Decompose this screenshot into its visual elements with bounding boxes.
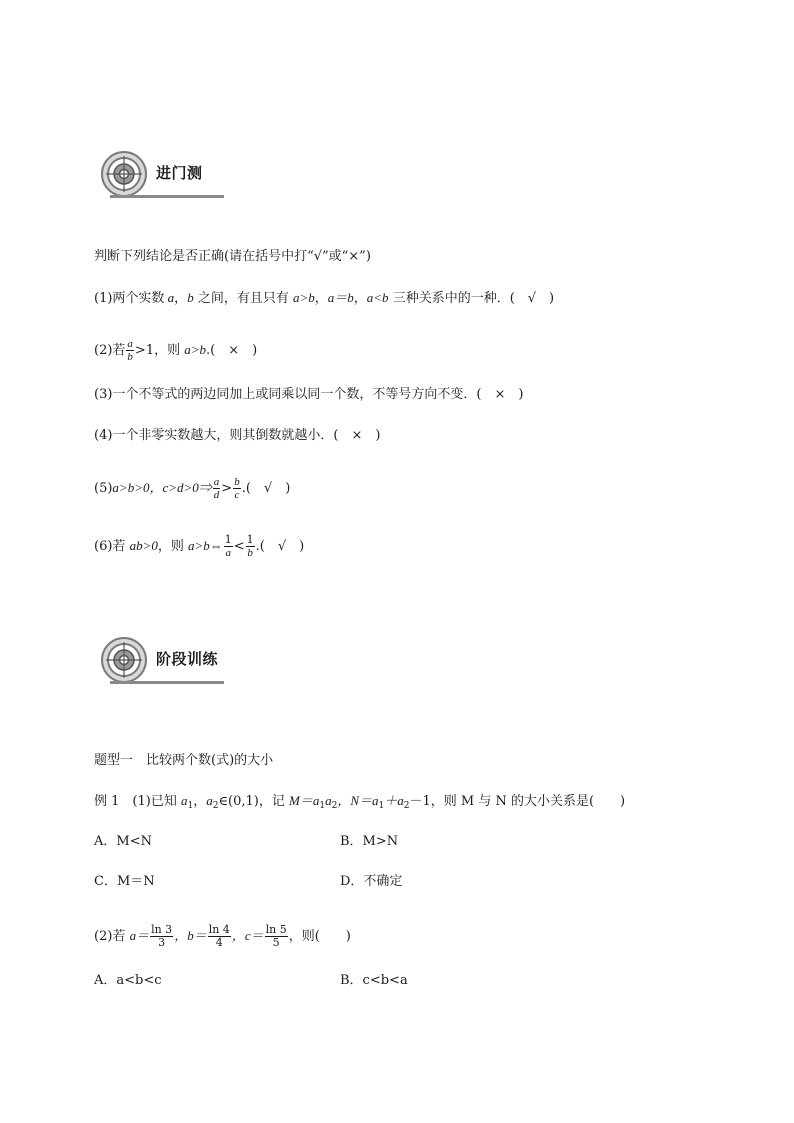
- section-header-entry-test: [100, 150, 224, 198]
- option-b-2: B．c<b<a: [340, 973, 408, 988]
- option-a: A．M<N: [94, 834, 152, 849]
- fraction: $\frac{b}{c}$: [234, 476, 240, 501]
- topic-heading: 题型一 比较两个数(式)的大小: [94, 753, 274, 768]
- fraction: $\frac{a}{b}$: [127, 338, 133, 363]
- fraction: $\frac{1}{a}$: [224, 533, 232, 559]
- instruction-text: 判断下列结论是否正确(请在括号中打“√”或“×”): [94, 249, 371, 264]
- option-b: B．M>N: [340, 834, 399, 849]
- fraction: $\frac{1}{b}$: [246, 533, 254, 559]
- fraction: $\frac{\ln 5}{5}$: [265, 923, 287, 949]
- fraction: $\frac{a}{d}$: [213, 476, 220, 501]
- statement-3: (3)一个不等式的两边同加上或同乘以同一个数，不等号方向不变．( × ): [94, 387, 524, 402]
- option-a-2: A．a<b<c: [94, 973, 162, 988]
- fraction: $\frac{\ln 4}{4}$: [208, 923, 230, 949]
- example-1-question-1: 例 1 (1)已知 $a_1$，$a_2\in(0,1)$，记 $M=a_1a_2$，$N=a_1+a_2-1$，则 M 与 N 的大小关系是( ): [94, 793, 626, 811]
- section-underline: [110, 681, 224, 684]
- target-icon: [100, 636, 148, 684]
- section-underline: [110, 195, 224, 198]
- section-title: 进门测: [156, 164, 203, 182]
- statement-6: (6)若 ab>0，则 a>b⇔ $\frac{1}{a}$ < $\frac{1}{b}$ .( √ ): [94, 533, 305, 559]
- statement-1: (1)两个实数 a，b 之间，有且只有 a>b，a＝b，a<b 三种关系中的一种．( √ ): [94, 290, 555, 306]
- fraction: $\frac{\ln 3}{3}$: [151, 923, 173, 949]
- option-c: C．M＝N: [94, 874, 155, 889]
- statement-2: (2)若 $\frac{a}{b}$ >1，则 a>b.( × ): [94, 338, 258, 363]
- option-d: D．不确定: [340, 874, 403, 889]
- statement-5: (5)a>b>0，c>d>0⇒ $\frac{a}{d}$ > $\frac{b}{c}$ .( √ ): [94, 476, 291, 501]
- example-1-question-2: (2)若 a＝ $\frac{\ln 3}{3}$ ，b＝ $\frac{\ln 4}{4}$ ，c＝ $\frac{\ln 5}{5}$ ，则( ): [94, 923, 351, 949]
- section-header-stage-training: [100, 636, 224, 684]
- section-title: 阶段训练: [156, 650, 219, 668]
- statement-4: (4)一个非零实数越大，则其倒数就越小．( × ): [94, 428, 381, 443]
- target-icon: [100, 150, 148, 198]
